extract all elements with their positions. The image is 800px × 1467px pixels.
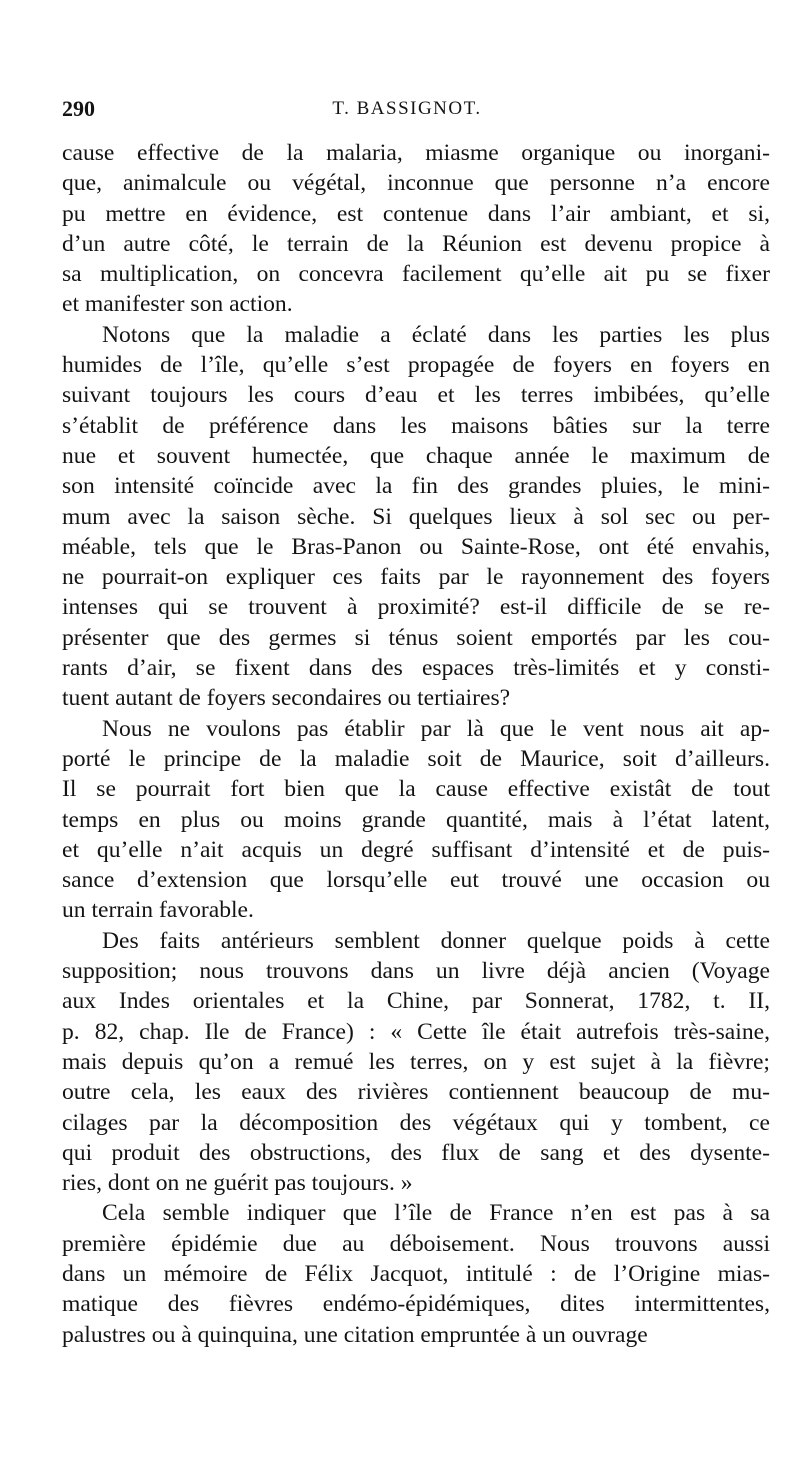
text-line: un terrain favorable. bbox=[62, 897, 254, 924]
text-line: aux Indes orientales et la Chine, par Sonnerat, 1782, t. II, bbox=[62, 988, 770, 1015]
text-line: intenses qui se trouvent à proximité? est-il difficile de se re- bbox=[62, 594, 770, 621]
text-line: suivant toujours les cours d’eau et les terres imbibées, qu’elle bbox=[62, 382, 770, 409]
text-line: tuent autant de foyers secondaires ou tertiaires? bbox=[62, 685, 511, 712]
text-line: mum avec la saison sèche. Si quelques lieux à sol sec ou per- bbox=[62, 503, 770, 530]
text-line: sance d’extension que lorsqu’elle eut trouvé une occasion ou bbox=[62, 867, 770, 894]
text-line: temps en plus ou moins grande quantité, mais à l’état latent, bbox=[62, 806, 770, 833]
text-line: cause effective de la malaria, miasme organique ou inorgani- bbox=[62, 140, 770, 166]
text-line: Des faits antérieurs semblent donner quelque poids à cette bbox=[102, 927, 770, 954]
text-line: Nous ne voulons pas établir par là que le vent nous ait ap- bbox=[102, 715, 770, 742]
text-line: ne pourrait-on expliquer ces faits par le rayonnement des foyers bbox=[62, 564, 770, 591]
text-line: mais depuis qu’on a remué les terres, on y est sujet à la fièvre; bbox=[62, 1048, 770, 1075]
text-line: porté le principe de la maladie soit de Maurice, soit d’ailleurs. bbox=[62, 745, 770, 772]
text-line: méable, tels que le Bras-Panon ou Sainte-Rose, ont été envahis, bbox=[62, 533, 770, 560]
text-line: nue et souvent humectée, que chaque année le maximum de bbox=[62, 442, 770, 469]
text-line: ries, dont on ne guérit pas toujours. » bbox=[62, 1170, 413, 1197]
text-line: dans un mémoire de Félix Jacquot, intitulé : de l’Origine mias- bbox=[62, 1260, 770, 1287]
text-line: outre cela, les eaux des rivières contiennent beaucoup de mu- bbox=[62, 1079, 770, 1106]
running-head bbox=[62, 96, 752, 126]
paragraph bbox=[62, 714, 770, 926]
paragraph bbox=[62, 926, 770, 1199]
text-line: rants d’air, se fixent dans des espaces très-limités et y consti- bbox=[62, 655, 770, 682]
text-line: et qu’elle n’ait acquis un degré suffisant d’intensité et de puis- bbox=[62, 836, 770, 863]
text-line: son intensité coïncide avec la fin des grandes pluies, le mini- bbox=[62, 473, 770, 500]
text-line: Il se pourrait fort bien que la cause effective existât de tout bbox=[62, 776, 770, 803]
text-line: p. 82, chap. Ile de France) : « Cette île était autrefois très-saine, bbox=[62, 1018, 770, 1045]
running-title: T. BASSIGNOT. bbox=[332, 98, 482, 119]
text-line: que, animalcule ou végétal, inconnue que personne n’a encore bbox=[62, 170, 770, 197]
text-line: Cela semble indiquer que l’île de France n’en est pas à sa bbox=[102, 1200, 770, 1227]
text-line: humides de l’île, qu’elle s’est propagée de foyers en foyers en bbox=[62, 352, 770, 379]
text-line: supposition; nous trouvons dans un livre déjà ancien (Voyage bbox=[62, 958, 770, 985]
text-line: qui produit des obstructions, des flux de sang et des dysente- bbox=[62, 1139, 770, 1166]
text-line: matique des fièvres endémo-épidémiques, dites intermittentes, bbox=[62, 1291, 770, 1318]
text-line: d’un autre côté, le terrain de la Réunion est devenu propice à bbox=[62, 230, 770, 257]
paragraph bbox=[62, 1198, 770, 1349]
body-text bbox=[62, 138, 770, 1350]
text-line: pu mettre en évidence, est contenue dans l’air ambiant, et si, bbox=[62, 200, 770, 227]
paragraph bbox=[62, 138, 770, 320]
text-line: s’établit de préférence dans les maisons bâties sur la terre bbox=[62, 412, 770, 439]
text-line: première épidémie due au déboisement. Nous trouvons aussi bbox=[62, 1230, 770, 1257]
text-line: et manifester son action. bbox=[62, 291, 293, 318]
page-number: 290 bbox=[62, 96, 95, 121]
paragraph bbox=[62, 320, 770, 714]
text-line: cilages par la décomposition des végétaux qui y tombent, ce bbox=[62, 1109, 770, 1136]
text-line: Notons que la maladie a éclaté dans les parties les plus bbox=[102, 321, 770, 348]
text-line: présenter que des germes si ténus soient emportés par les cou- bbox=[62, 624, 770, 651]
text-line: palustres ou à quinquina, une citation empruntée à un ouvrage bbox=[62, 1321, 648, 1348]
text-line: sa multiplication, on concevra facilement qu’elle ait pu se fixer bbox=[62, 261, 770, 288]
